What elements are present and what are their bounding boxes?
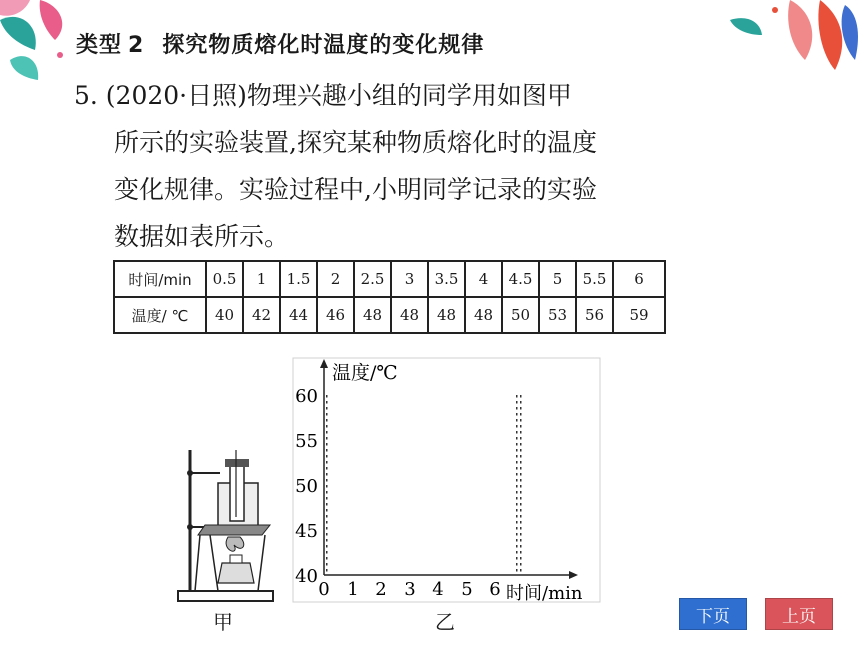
grid-dot bbox=[516, 437, 518, 440]
table-cell: 1.5 bbox=[280, 261, 317, 297]
grid-dot bbox=[520, 473, 522, 476]
y-tick-label: 45 bbox=[295, 521, 318, 542]
grid-dot bbox=[516, 527, 518, 530]
table-cell: 50 bbox=[502, 297, 539, 333]
grid-dot bbox=[520, 569, 522, 572]
graph-grid bbox=[326, 395, 522, 572]
table-cell: 48 bbox=[354, 297, 391, 333]
table-cell: 59 bbox=[613, 297, 665, 333]
grid-dot bbox=[516, 395, 518, 398]
grid-dot bbox=[520, 551, 522, 554]
table-cell: 4.5 bbox=[502, 261, 539, 297]
grid-dot bbox=[326, 509, 328, 512]
grid-dot bbox=[520, 413, 522, 416]
grid-dot bbox=[326, 431, 328, 434]
table-cell: 6 bbox=[613, 261, 665, 297]
x-tick-label: 3 bbox=[404, 579, 416, 600]
grid-dot bbox=[326, 563, 328, 566]
grid-dot bbox=[326, 467, 328, 470]
x-axis-arrow-icon bbox=[569, 571, 578, 579]
grid-dot bbox=[516, 539, 518, 542]
question-line: 5. (2020·日照)物理兴趣小组的同学用如图甲 bbox=[74, 81, 572, 110]
table-cell: 2.5 bbox=[354, 261, 391, 297]
grid-dot bbox=[326, 491, 328, 494]
x-tick-label: 5 bbox=[461, 579, 473, 600]
grid-dot bbox=[520, 509, 522, 512]
grid-dot bbox=[520, 449, 522, 452]
grid-dot bbox=[326, 479, 328, 482]
table-cell: 5.5 bbox=[576, 261, 613, 297]
question-line: 变化规律。实验过程中,小明同学记录的实验 bbox=[114, 175, 597, 204]
table-cell: 56 bbox=[576, 297, 613, 333]
grid-dot bbox=[326, 527, 328, 530]
grid-dot bbox=[516, 479, 518, 482]
grid-dot bbox=[520, 539, 522, 542]
grid-dot bbox=[326, 461, 328, 464]
grid-dot bbox=[516, 563, 518, 566]
data-table bbox=[113, 260, 666, 334]
y-tick-labels bbox=[295, 386, 318, 587]
grid-dot bbox=[326, 455, 328, 458]
grid-dot bbox=[326, 473, 328, 476]
grid-dot bbox=[326, 407, 328, 410]
grid-dot bbox=[516, 461, 518, 464]
grid-dot bbox=[516, 443, 518, 446]
grid-dot bbox=[326, 551, 328, 554]
table-cell: 3.5 bbox=[428, 261, 465, 297]
grid-dot bbox=[520, 479, 522, 482]
heading-type: 类型 bbox=[76, 33, 123, 58]
grid-dot bbox=[326, 395, 328, 398]
grid-dot bbox=[516, 473, 518, 476]
grid-dot bbox=[326, 443, 328, 446]
grid-dot bbox=[520, 515, 522, 518]
grid-dot bbox=[520, 419, 522, 422]
grid-dot bbox=[516, 515, 518, 518]
grid-dot bbox=[520, 485, 522, 488]
table-cell: 46 bbox=[317, 297, 354, 333]
grid-dot bbox=[520, 461, 522, 464]
table-row-time bbox=[114, 261, 665, 297]
grid-dot bbox=[520, 521, 522, 524]
grid-dot bbox=[516, 449, 518, 452]
grid-dot bbox=[516, 401, 518, 404]
x-tick-label: 0 bbox=[318, 579, 330, 600]
grid-dot bbox=[516, 533, 518, 536]
flower-decoration-icon bbox=[730, 0, 860, 75]
question-line: 数据如表所示。 bbox=[114, 222, 290, 251]
y-axis-arrow-icon bbox=[320, 359, 328, 368]
grid-dot bbox=[520, 431, 522, 434]
y-tick-label: 60 bbox=[295, 386, 318, 407]
grid-dot bbox=[326, 533, 328, 536]
x-tick-label: 4 bbox=[432, 579, 444, 600]
heading-number: 2 bbox=[128, 33, 145, 58]
table-header-temp: 温度/ ℃ bbox=[114, 297, 206, 333]
question-text bbox=[74, 72, 674, 260]
table-cell: 1 bbox=[243, 261, 280, 297]
table-cell: 0.5 bbox=[206, 261, 243, 297]
grid-dot bbox=[516, 467, 518, 470]
grid-dot bbox=[516, 431, 518, 434]
temperature-graph bbox=[292, 357, 602, 605]
grid-dot bbox=[516, 407, 518, 410]
grid-dot bbox=[516, 425, 518, 428]
grid-dot bbox=[516, 569, 518, 572]
grid-dot bbox=[520, 437, 522, 440]
question-line: 所示的实验装置,探究某种物质熔化时的温度 bbox=[114, 128, 597, 157]
x-tick-labels bbox=[318, 579, 500, 600]
table-cell: 40 bbox=[206, 297, 243, 333]
grid-dot bbox=[520, 563, 522, 566]
grid-dot bbox=[516, 521, 518, 524]
table-cell: 5 bbox=[539, 261, 576, 297]
table-cell: 44 bbox=[280, 297, 317, 333]
grid-dot bbox=[516, 491, 518, 494]
figure-label-yi: 乙 bbox=[435, 610, 455, 634]
grid-dot bbox=[326, 521, 328, 524]
grid-dot bbox=[326, 419, 328, 422]
x-tick-label: 1 bbox=[347, 579, 359, 600]
grid-dot bbox=[326, 503, 328, 506]
grid-dot bbox=[520, 545, 522, 548]
table-cell: 48 bbox=[465, 297, 502, 333]
grid-dot bbox=[520, 533, 522, 536]
previous-page-button[interactable]: 上页 bbox=[765, 598, 833, 630]
grid-dot bbox=[520, 401, 522, 404]
next-page-button[interactable]: 下页 bbox=[679, 598, 747, 630]
section-heading bbox=[76, 28, 484, 59]
grid-dot bbox=[326, 557, 328, 560]
grid-dot bbox=[516, 551, 518, 554]
table-cell: 53 bbox=[539, 297, 576, 333]
grid-dot bbox=[516, 509, 518, 512]
grid-dot bbox=[516, 485, 518, 488]
grid-dot bbox=[326, 401, 328, 404]
y-tick-label: 40 bbox=[295, 566, 318, 587]
table-cell: 3 bbox=[391, 261, 428, 297]
grid-dot bbox=[520, 443, 522, 446]
y-tick-label: 50 bbox=[295, 476, 318, 497]
grid-dot bbox=[520, 527, 522, 530]
grid-dot bbox=[516, 557, 518, 560]
y-axis-label: 温度/℃ bbox=[332, 362, 398, 384]
x-tick-label: 6 bbox=[489, 579, 501, 600]
grid-dot bbox=[326, 413, 328, 416]
grid-dot bbox=[326, 569, 328, 572]
table-cell: 48 bbox=[428, 297, 465, 333]
grid-dot bbox=[520, 491, 522, 494]
y-tick-label: 55 bbox=[295, 431, 318, 452]
table-cell: 4 bbox=[465, 261, 502, 297]
table-header-time: 时间/min bbox=[114, 261, 206, 297]
grid-dot bbox=[516, 455, 518, 458]
grid-dot bbox=[326, 449, 328, 452]
x-tick-label: 2 bbox=[375, 579, 387, 600]
grid-dot bbox=[520, 467, 522, 470]
grid-dot bbox=[516, 545, 518, 548]
figure-label-jia: 甲 bbox=[213, 610, 233, 634]
experiment-apparatus-icon bbox=[170, 445, 280, 605]
grid-dot bbox=[520, 395, 522, 398]
table-cell: 48 bbox=[391, 297, 428, 333]
x-axis-label: 时间/min bbox=[506, 583, 583, 604]
grid-dot bbox=[520, 557, 522, 560]
grid-dot bbox=[326, 437, 328, 440]
grid-dot bbox=[326, 545, 328, 548]
grid-dot bbox=[516, 413, 518, 416]
table-cell: 2 bbox=[317, 261, 354, 297]
grid-dot bbox=[516, 497, 518, 500]
grid-dot bbox=[326, 485, 328, 488]
table-row-temp bbox=[114, 297, 665, 333]
grid-dot bbox=[516, 503, 518, 506]
grid-dot bbox=[516, 419, 518, 422]
grid-dot bbox=[520, 407, 522, 410]
grid-dot bbox=[520, 425, 522, 428]
heading-title: 探究物质熔化时温度的变化规律 bbox=[162, 33, 485, 58]
grid-dot bbox=[326, 515, 328, 518]
grid-dot bbox=[520, 497, 522, 500]
grid-dot bbox=[326, 497, 328, 500]
grid-dot bbox=[326, 539, 328, 542]
grid-dot bbox=[520, 455, 522, 458]
grid-dot bbox=[520, 503, 522, 506]
table-cell: 42 bbox=[243, 297, 280, 333]
grid-dot bbox=[326, 425, 328, 428]
